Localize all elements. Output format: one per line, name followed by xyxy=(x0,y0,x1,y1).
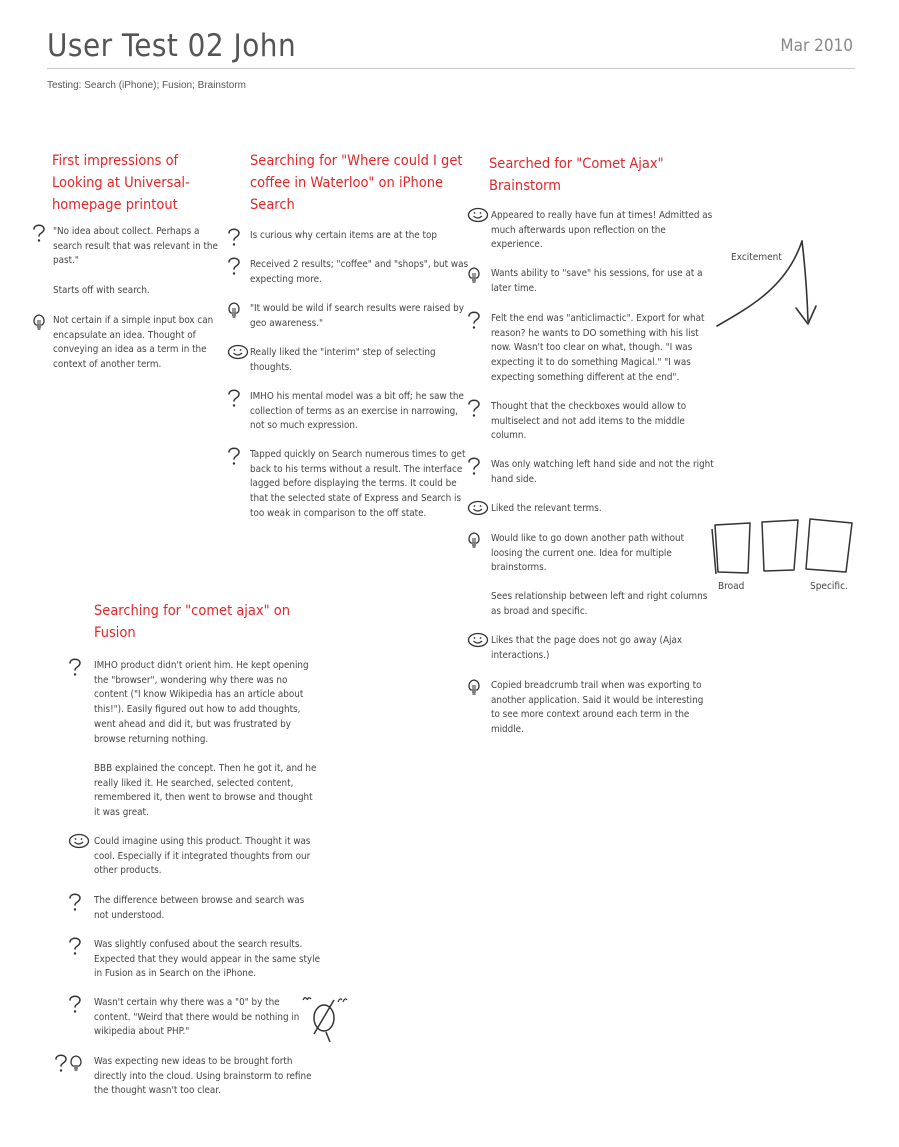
smiley-icon xyxy=(467,632,485,650)
note-line: Really liked the "interim" step of selecting xyxy=(250,347,436,358)
note-item xyxy=(250,448,465,522)
note-item xyxy=(94,938,320,982)
note-line: later time. xyxy=(491,282,537,294)
heading-line: Searching for "Where could I get xyxy=(250,153,463,169)
excitement-label: Excitement xyxy=(731,252,782,263)
note-line: content ("I know Wikipedia has an article about xyxy=(94,689,304,701)
note-item xyxy=(53,284,150,299)
note-line: middle. xyxy=(491,724,524,736)
broad-label: Broad xyxy=(718,581,745,592)
section-heading-first-impressions xyxy=(52,150,190,216)
note-line: other products. xyxy=(94,865,162,877)
note-line: Would like to go down another path without xyxy=(491,533,685,544)
note-item xyxy=(53,225,218,269)
note-line: remembered it, then went to browse and thought xyxy=(94,792,313,804)
note-line: Expected that they would appear in the same style xyxy=(94,953,321,965)
note-item xyxy=(491,400,686,444)
question-icon xyxy=(467,398,485,416)
note-line: encapsulate an idea. Thought of xyxy=(53,329,196,341)
lightbulb-icon xyxy=(467,677,485,695)
note-line: Not certain if a simple input box can xyxy=(53,315,214,326)
note-item xyxy=(491,679,703,738)
smiley-icon xyxy=(227,344,245,362)
note-item xyxy=(491,634,682,663)
page-title: User Test 02 John xyxy=(47,28,297,64)
note-line: the thought wasn't too clear. xyxy=(94,1085,221,1097)
note-line: Copied breadcrumb trail when was exporting to xyxy=(491,680,702,691)
section-heading-searching-waterloo xyxy=(250,150,462,216)
question-icon xyxy=(227,446,245,464)
note-line: back to his terms without a result. The interface xyxy=(250,463,463,475)
note-line: too weak in comparison to the off state. xyxy=(250,507,427,519)
note-line: Received 2 results; "coffee" and "shops", but was xyxy=(250,259,469,270)
note-line: that the selected state of Express and Search is xyxy=(250,493,462,505)
page-date: Mar 2010 xyxy=(780,36,853,56)
note-line: the "browser", wondering why there was no xyxy=(94,674,288,686)
question-icon xyxy=(227,388,245,406)
note-item xyxy=(250,390,464,434)
note-item xyxy=(250,229,437,244)
note-line: hand side. xyxy=(491,473,537,485)
note-item xyxy=(94,762,316,821)
heading-line: Looking at Universal- xyxy=(52,175,190,191)
note-line: context of another term. xyxy=(53,359,162,371)
note-line: interactions.) xyxy=(491,649,550,661)
question-icon xyxy=(227,256,245,274)
note-line: much afterwards upon reflection on the xyxy=(491,224,666,236)
question-icon xyxy=(467,310,485,328)
question-lightbulb-icon xyxy=(54,1053,72,1071)
section-heading-comet-ajax-brainstorm xyxy=(489,153,664,197)
note-line: Sees relationship between left and right columns xyxy=(491,591,708,602)
note-line: as broad and specific. xyxy=(491,605,588,617)
note-line: expecting more. xyxy=(250,273,322,285)
question-icon xyxy=(68,657,86,675)
note-line: Starts off with search. xyxy=(53,285,150,296)
note-line: brainstorms. xyxy=(491,562,547,574)
note-line: wikipedia about PHP." xyxy=(94,1026,190,1038)
question-icon xyxy=(227,227,245,245)
note-line: expecting it to do something Magical." "I was xyxy=(491,357,691,369)
note-line: this!"). Easily figured out how to add thoughts, xyxy=(94,704,301,716)
note-line: IMHO his mental model was a bit off; he saw the xyxy=(250,391,464,402)
note-line: experience. xyxy=(491,239,543,251)
lightbulb-icon xyxy=(227,300,245,318)
specific-label: Specific. xyxy=(810,581,848,592)
note-line: directly into the cloud. Using brainstorm to refine xyxy=(94,1070,312,1082)
note-line: collection of terms as an exercise in narrowing, xyxy=(250,405,459,417)
note-line: reason? he wants to DO something with his list xyxy=(491,327,699,339)
note-line: Appeared to really have fun at times! Admitted as xyxy=(491,210,713,221)
note-line: Thought that the checkboxes would allow to xyxy=(491,401,687,412)
note-line: another application. Said it would be interesting xyxy=(491,694,704,706)
section-heading-comet-ajax-fusion xyxy=(94,600,290,644)
note-line: not so much expression. xyxy=(250,420,358,432)
note-line: BBB explained the concept. Then he got it, and he xyxy=(94,763,317,774)
note-item xyxy=(491,209,712,253)
note-item xyxy=(94,894,304,923)
note-line: The difference between browse and search was xyxy=(94,895,305,906)
note-item xyxy=(250,258,468,287)
question-icon xyxy=(32,223,50,241)
lightbulb-icon xyxy=(32,312,50,330)
note-line: Likes that the page does not go away (Ajax xyxy=(491,635,683,646)
note-line: Was slightly confused about the search results. xyxy=(94,939,303,950)
heading-line: Searched for "Comet Ajax" xyxy=(489,156,664,172)
heading-line: Searching for "comet ajax" on xyxy=(94,603,291,619)
heading-line: Fusion xyxy=(94,625,136,641)
note-item xyxy=(491,267,703,296)
note-item xyxy=(491,532,684,576)
heading-line: Brainstorm xyxy=(489,178,561,194)
note-line: went ahead and did it, but was frustrated by xyxy=(94,718,291,730)
smiley-icon xyxy=(467,500,485,518)
question-icon xyxy=(68,936,86,954)
note-item xyxy=(94,659,309,747)
smiley-icon xyxy=(467,207,485,225)
note-line: multiselect and not add items to the middle xyxy=(491,415,685,427)
note-item xyxy=(491,458,714,487)
smiley-icon xyxy=(68,833,86,851)
note-line: Felt the end was "anticlimactic". Export for what xyxy=(491,313,705,324)
note-item xyxy=(250,302,464,331)
heading-line: First impressions of xyxy=(52,153,179,169)
zero-doodle-sketch xyxy=(300,994,352,1044)
heading-line: homepage printout xyxy=(52,197,178,213)
note-line: Could imagine using this product. Thought it was xyxy=(94,836,311,847)
note-line: content. "Weird that there would be nothing in xyxy=(94,1011,300,1023)
note-line: Wasn't certain why there was a "0" by the xyxy=(94,997,280,1008)
header-divider xyxy=(47,68,855,69)
heading-line: Search xyxy=(250,197,295,213)
note-item xyxy=(491,502,602,517)
note-line: Tapped quickly on Search numerous times to get xyxy=(250,449,466,460)
page-subtitle: Testing: Search (iPhone); Fusion; Brainstorm xyxy=(47,80,246,91)
note-line: expecting something different at the end". xyxy=(491,371,680,383)
note-item xyxy=(491,312,704,386)
note-item xyxy=(491,590,707,619)
note-line: in Fusion as in Search on the iPhone. xyxy=(94,968,257,980)
note-line: really liked it. He searched, selected content, xyxy=(94,777,294,789)
note-line: column. xyxy=(491,430,527,442)
note-item xyxy=(94,835,311,879)
question-icon xyxy=(68,994,86,1012)
lightbulb-icon xyxy=(467,265,485,283)
note-line: Was only watching left hand side and not the right xyxy=(491,459,714,470)
note-line: lagged before displaying the terms. It could be xyxy=(250,478,457,490)
note-line: Was expecting new ideas to be brought forth xyxy=(94,1056,293,1067)
note-line: past." xyxy=(53,255,79,267)
note-line: cool. Especially if it integrated thoughts from our xyxy=(94,850,311,862)
heading-line: coffee in Waterloo" on iPhone xyxy=(250,175,443,191)
note-item xyxy=(250,346,436,375)
note-item xyxy=(94,996,299,1040)
note-line: "It would be wild if search results were raised by xyxy=(250,303,464,314)
columns-sketch xyxy=(710,517,860,579)
note-line: to see more context around each term in the xyxy=(491,709,690,721)
note-line: loosing the current one. Idea for multiple xyxy=(491,547,672,559)
note-line: thoughts. xyxy=(250,361,293,373)
note-line: "No idea about collect. Perhaps a xyxy=(53,226,200,237)
note-item xyxy=(53,314,213,373)
note-line: geo awareness." xyxy=(250,317,324,329)
note-line: Is curious why certain items are at the top xyxy=(250,230,437,241)
excitement-curve-sketch xyxy=(712,236,822,332)
note-line: Wants ability to "save" his sessions, for use at a xyxy=(491,268,703,279)
question-icon xyxy=(68,892,86,910)
question-icon xyxy=(467,456,485,474)
note-line: it was great. xyxy=(94,807,149,819)
note-line: Liked the relevant terms. xyxy=(491,503,602,514)
note-line: browse returning nothing. xyxy=(94,733,209,745)
note-line: now. Wasn't too clear on what, though. "I was xyxy=(491,342,693,354)
note-line: IMHO product didn't orient him. He kept opening xyxy=(94,660,309,671)
note-item xyxy=(94,1055,312,1099)
note-line: conveying an idea as a term in the xyxy=(53,344,207,356)
note-line: not understood. xyxy=(94,909,165,921)
lightbulb-icon xyxy=(467,530,485,548)
note-line: search result that was relevant in the xyxy=(53,240,218,252)
